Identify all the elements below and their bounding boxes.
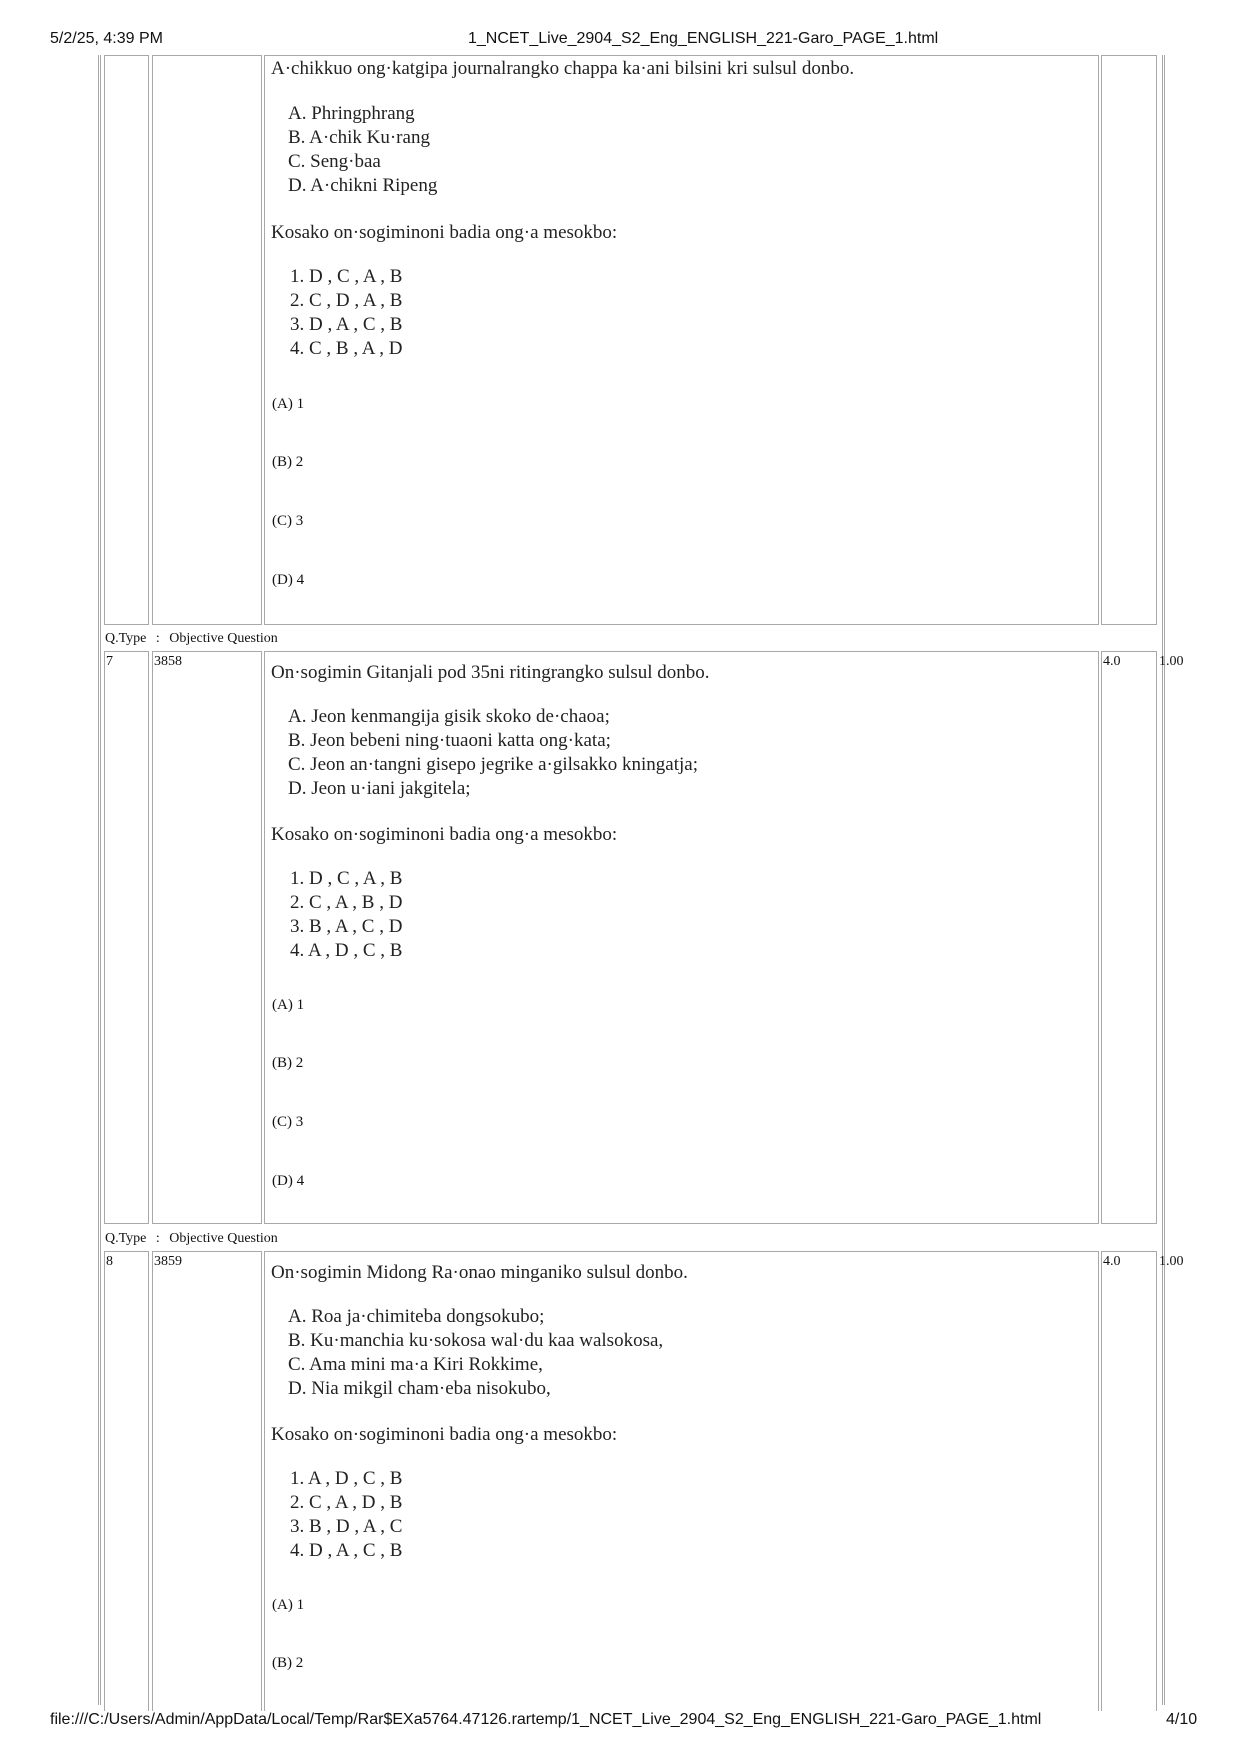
q7-option-3: 3. B , A , C , D: [290, 916, 403, 937]
table-right-border: [1162, 55, 1165, 1705]
q7-question-text: On·sogimin Gitanjali pod 35ni ritingrangko sulsul donbo.: [271, 662, 710, 683]
q8-option-4: 4. D , A , C , B: [290, 1540, 403, 1561]
print-datetime: 5/2/25, 4:39 PM: [50, 30, 163, 47]
q7-id-cell: [152, 651, 262, 1224]
q8-question-id: 3859: [154, 1254, 182, 1269]
table-left-border: [98, 55, 101, 1705]
q8-item-d: D. Nia mikgil cham·eba nisokubo,: [288, 1378, 551, 1399]
q8-qtype-value: Objective Question: [169, 1231, 278, 1246]
print-page-number: 4/10: [1166, 1711, 1198, 1728]
q7-option-1: 1. D , C , A , B: [290, 868, 403, 889]
q8-id-cell: [152, 1251, 262, 1711]
q6-instruction: Kosako on·sogiminoni badia ong·a mesokbo:: [271, 222, 618, 243]
q8-marks-cell: [1101, 1251, 1157, 1711]
q6-answer-a: (A) 1: [272, 396, 305, 412]
q8-instruction: Kosako on·sogiminoni badia ong·a mesokbo:: [271, 1424, 618, 1445]
q8-marks: 4.0: [1103, 1254, 1121, 1269]
q7-qtype-label: Q.Type: [105, 631, 147, 646]
q8-number: 8: [106, 1254, 113, 1269]
q6-item-d: D. A·chikni Ripeng: [288, 175, 438, 196]
print-file-path: file:///C:/Users/Admin/AppData/Local/Temp/Rar$EXa5764.47126.rartemp/1_NCET_Live_2904_S2_Eng_ENGLISH_221-Garo_PAGE_1.html: [50, 1711, 1042, 1728]
q8-question-text: On·sogimin Midong Ra·onao minganiko sulsul donbo.: [271, 1262, 688, 1283]
q6-id-cell: [152, 55, 262, 625]
q8-item-a: A. Roa ja·chimiteba dongsokubo;: [288, 1306, 545, 1327]
q7-answer-d: (D) 4: [272, 1173, 305, 1189]
q6-answer-d: (D) 4: [272, 572, 305, 588]
q8-num-cell: [104, 1251, 149, 1711]
q7-qtype: [105, 631, 278, 647]
q6-option-2: 2. C , D , A , B: [290, 290, 403, 311]
q7-negative-marks: 1.00: [1159, 654, 1183, 669]
q6-question-text: A·chikkuo ong·katgipa journalrangko chappa ka·ani bilsini kri sulsul donbo.: [271, 58, 855, 79]
q6-item-a: A. Phringphrang: [288, 103, 415, 124]
q8-answer-a: (A) 1: [272, 1597, 305, 1613]
q7-number: 7: [106, 654, 113, 669]
q7-item-c: C. Jeon an·tangni gisepo jegrike a·gilsakko kningatja;: [288, 754, 698, 775]
q7-instruction: Kosako on·sogiminoni badia ong·a mesokbo:: [271, 824, 618, 845]
q6-num-cell: [104, 55, 149, 625]
q7-question-id: 3858: [154, 654, 182, 669]
q8-option-2: 2. C , A , D , B: [290, 1492, 403, 1513]
q8-option-3: 3. B , D , A , C: [290, 1516, 403, 1537]
print-title: 1_NCET_Live_2904_S2_Eng_ENGLISH_221-Garo_PAGE_1.html: [468, 30, 939, 47]
q6-item-b: B. A·chik Ku·rang: [288, 127, 430, 148]
q6-marks-cell: [1101, 55, 1157, 625]
q6-answer-c: (C) 3: [272, 513, 304, 529]
q8-qtype-separator: :: [155, 1231, 160, 1246]
q6-option-1: 1. D , C , A , B: [290, 266, 403, 287]
q8-item-c: C. Ama mini ma·a Kiri Rokkime,: [288, 1354, 543, 1375]
q6-item-c: C. Seng·baa: [288, 151, 381, 172]
q6-option-3: 3. D , A , C , B: [290, 314, 403, 335]
q7-item-d: D. Jeon u·iani jakgitela;: [288, 778, 471, 799]
q7-qtype-value: Objective Question: [169, 631, 278, 646]
q8-answer-b: (B) 2: [272, 1655, 304, 1671]
q7-marks: 4.0: [1103, 654, 1121, 669]
q7-item-a: A. Jeon kenmangija gisik skoko de·chaoa;: [288, 706, 610, 727]
q7-answer-c: (C) 3: [272, 1114, 304, 1130]
q7-marks-cell: [1101, 651, 1157, 1224]
q8-qtype-label: Q.Type: [105, 1231, 147, 1246]
q8-qtype: [105, 1231, 278, 1247]
q7-answer-b: (B) 2: [272, 1055, 304, 1071]
q7-answer-a: (A) 1: [272, 997, 305, 1013]
q7-option-2: 2. C , A , B , D: [290, 892, 403, 913]
q8-negative-marks: 1.00: [1159, 1254, 1183, 1269]
q7-item-b: B. Jeon bebeni ning·tuaoni katta ong·kata;: [288, 730, 611, 751]
q6-answer-b: (B) 2: [272, 454, 304, 470]
q8-option-1: 1. A , D , C , B: [290, 1468, 403, 1489]
q7-num-cell: [104, 651, 149, 1224]
q7-option-4: 4. A , D , C , B: [290, 940, 403, 961]
q7-qtype-separator: :: [155, 631, 160, 646]
q6-option-4: 4. C , B , A , D: [290, 338, 403, 359]
q8-item-b: B. Ku·manchia ku·sokosa wal·du kaa walsokosa,: [288, 1330, 664, 1351]
